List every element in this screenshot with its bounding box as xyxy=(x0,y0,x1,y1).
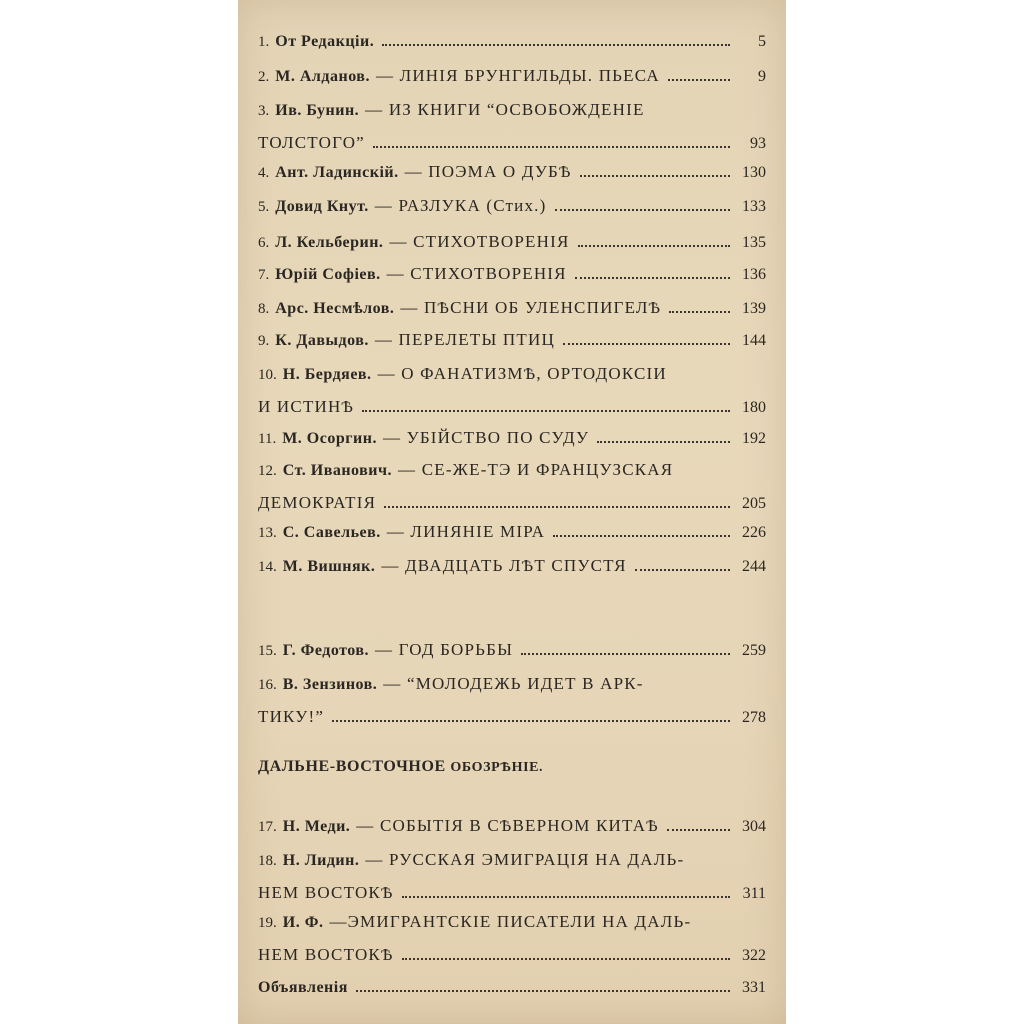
entry-number: 1. xyxy=(258,34,270,50)
toc-entry-line xyxy=(258,156,766,189)
leader-dots xyxy=(356,990,730,992)
toc-entry-line xyxy=(258,550,766,583)
entry-page-number: 130 xyxy=(742,164,766,181)
entry-number: 2. xyxy=(258,69,270,85)
toc-entry-line xyxy=(258,26,766,58)
section-heading-prefix: ДАЛЬНЕ-ВОСТОЧНОЕ xyxy=(258,758,446,775)
toc-entry xyxy=(258,668,766,734)
entry-author: Юрій Софіев. xyxy=(275,266,381,283)
leader-dots xyxy=(580,175,730,177)
toc-entry xyxy=(258,454,766,520)
toc-entry-line xyxy=(258,454,766,487)
entry-number: 17. xyxy=(258,819,277,835)
leader-dots xyxy=(382,44,730,46)
leader-dots xyxy=(373,146,730,148)
entry-title: — СЕ-ЖЕ-ТЭ И ФРАНЦУЗСКАЯ xyxy=(398,460,674,479)
entry-author: С. Савельев. xyxy=(282,524,381,541)
entry-title: — СТИХОТВОРЕНІЯ xyxy=(389,232,570,251)
entry-number: 3. xyxy=(258,103,270,119)
section-heading-rest: ОБОЗРѢНІЕ. xyxy=(450,760,544,775)
toc-entry-line xyxy=(258,972,766,1004)
entry-number: 16. xyxy=(258,677,277,693)
leader-dots xyxy=(384,506,730,508)
leader-dots xyxy=(597,441,730,443)
toc-entry xyxy=(258,810,766,843)
toc-entry xyxy=(258,292,766,325)
entry-author: Ант. Ладинскій. xyxy=(275,164,399,181)
leader-dots xyxy=(332,720,730,722)
toc-entry xyxy=(258,358,766,424)
entry-author: В. Зензинов. xyxy=(282,676,378,693)
toc-entry xyxy=(258,422,766,455)
toc-entry-line xyxy=(258,422,766,455)
entry-title-continuation: ТИКУ!” xyxy=(258,707,325,726)
entry-number: 13. xyxy=(258,525,277,541)
toc-entry xyxy=(258,156,766,189)
entry-page-number: 133 xyxy=(742,198,766,215)
toc-entry xyxy=(258,516,766,549)
toc-entry-line xyxy=(258,60,766,93)
entry-page-number: 331 xyxy=(742,979,766,996)
entry-page-number: 278 xyxy=(742,709,766,726)
leader-dots xyxy=(402,958,730,960)
entry-page-number: 139 xyxy=(742,300,766,317)
toc-entry-line xyxy=(258,810,766,843)
toc-entry xyxy=(258,94,766,160)
entry-page-number: 5 xyxy=(758,33,766,50)
leader-dots xyxy=(667,829,730,831)
entry-author: Л. Кельберин. xyxy=(275,234,384,251)
toc-entry xyxy=(258,906,766,972)
leader-dots xyxy=(521,653,730,655)
toc-entry-line xyxy=(258,324,766,357)
entry-title: — ЛИНЯНІЕ МІРА xyxy=(386,522,546,541)
toc-entry-line xyxy=(258,190,766,223)
toc-entry-line xyxy=(258,358,766,391)
toc-entry-continuation xyxy=(258,701,766,734)
entry-author: К. Давыдов. xyxy=(275,332,369,349)
entry-number: 4. xyxy=(258,165,270,181)
entry-title: —ЭМИГРАНТСКІЕ ПИСАТЕЛИ НА ДАЛЬ- xyxy=(329,912,692,931)
entry-title-continuation: ДЕМОКРАТІЯ xyxy=(258,493,377,512)
toc-entry-line xyxy=(258,292,766,325)
toc-entry xyxy=(258,972,766,1004)
leader-dots xyxy=(553,535,730,537)
toc-entry-line xyxy=(258,226,766,259)
entry-author: Н. Лидин. xyxy=(282,852,360,869)
entry-author: М. Алданов. xyxy=(275,68,370,85)
toc-entry xyxy=(258,844,766,910)
entry-title: — О ФАНАТИЗМѢ, ОРТОДОКСІИ xyxy=(377,364,667,383)
entry-page-number: 136 xyxy=(742,266,766,283)
entry-title: — ПЕРЕЛЕТЫ ПТИЦ xyxy=(374,330,555,349)
entry-page-number: 244 xyxy=(742,558,766,575)
entry-author: Ив. Бунин. xyxy=(275,102,360,119)
entry-page-number: 144 xyxy=(742,332,766,349)
toc-entry xyxy=(258,258,766,291)
leader-dots xyxy=(555,209,731,211)
entry-number: 12. xyxy=(258,463,277,479)
toc-entry xyxy=(258,550,766,583)
toc-entry-line xyxy=(258,516,766,549)
entry-title: — ЛИНІЯ БРУНГИЛЬДЫ. ПЬЕСА xyxy=(375,66,660,85)
entry-page-number: 226 xyxy=(742,524,766,541)
entry-page-number: 9 xyxy=(758,68,766,85)
entry-title: — ПОЭМА О ДУБѢ xyxy=(404,162,572,181)
entry-title-continuation: НЕМ ВОСТОКѢ xyxy=(258,945,394,964)
entry-number: 14. xyxy=(258,559,277,575)
entry-title: — ДВАДЦАТЬ ЛѢТ СПУСТЯ xyxy=(381,556,627,575)
toc-entry-line xyxy=(258,668,766,701)
toc-entry xyxy=(258,226,766,259)
leader-dots xyxy=(402,896,730,898)
entry-number: 6. xyxy=(258,235,270,251)
entry-page-number: 304 xyxy=(742,818,766,835)
toc-entry xyxy=(258,60,766,93)
entry-author: М. Вишняк. xyxy=(282,558,376,575)
entry-author: Ст. Иванович. xyxy=(282,462,393,479)
entry-number: 11. xyxy=(258,431,277,447)
toc-entry-line xyxy=(258,258,766,291)
leader-dots xyxy=(669,311,730,313)
leader-dots xyxy=(563,343,730,345)
entry-title: — ГОД БОРЬБЫ xyxy=(375,640,514,659)
entry-number: 10. xyxy=(258,367,277,383)
entry-title-continuation: И ИСТИНѢ xyxy=(258,397,355,416)
leader-dots xyxy=(635,569,730,571)
entry-title: — СОБЫТІЯ В СѢВЕРНОМ КИТАѢ xyxy=(356,816,659,835)
entry-author: Объявленія xyxy=(258,979,348,996)
toc-entry-continuation xyxy=(258,391,766,424)
entry-author: И. Ф. xyxy=(282,914,324,931)
leader-dots xyxy=(575,277,730,279)
entry-page-number: 135 xyxy=(742,234,766,251)
entry-number: 7. xyxy=(258,267,270,283)
entry-page-number: 180 xyxy=(742,399,766,416)
entry-number: 9. xyxy=(258,333,270,349)
entry-page-number: 205 xyxy=(742,495,766,512)
toc-entry xyxy=(258,190,766,223)
toc-entry-continuation xyxy=(258,939,766,972)
entry-number: 15. xyxy=(258,643,277,659)
leader-dots xyxy=(668,79,730,81)
entry-page-number: 259 xyxy=(742,642,766,659)
entry-title: — ИЗ КНИГИ “ОСВОБОЖДЕНІЕ xyxy=(365,100,645,119)
entry-number: 19. xyxy=(258,915,277,931)
entry-page-number: 93 xyxy=(750,135,766,152)
leader-dots xyxy=(362,410,730,412)
toc-entry xyxy=(258,324,766,357)
entry-title: — ПѢСНИ ОБ УЛЕНСПИГЕЛѢ xyxy=(400,298,662,317)
entry-title: — РУССКАЯ ЭМИГРАЦІЯ НА ДАЛЬ- xyxy=(365,850,685,869)
entry-number: 5. xyxy=(258,199,270,215)
entry-title-continuation: НЕМ ВОСТОКѢ xyxy=(258,883,394,902)
section-heading xyxy=(258,758,543,776)
entry-author: М. Осоргин. xyxy=(282,430,377,447)
entry-author: Н. Бердяев. xyxy=(282,366,372,383)
entry-number: 18. xyxy=(258,853,277,869)
toc-entry-line xyxy=(258,844,766,877)
entry-author: От Редакціи. xyxy=(275,33,375,50)
toc-entry xyxy=(258,26,766,58)
entry-title: — СТИХОТВОРЕНІЯ xyxy=(386,264,567,283)
entry-author: Довид Кнут. xyxy=(275,198,369,215)
entry-page-number: 192 xyxy=(742,430,766,447)
entry-page-number: 311 xyxy=(742,885,766,902)
entry-title-continuation: ТОЛСТОГО” xyxy=(258,133,365,152)
entry-title: — УБІЙСТВО ПО СУДУ xyxy=(382,428,590,447)
toc-entry xyxy=(258,634,766,667)
toc-entry-line xyxy=(258,634,766,667)
entry-author: Г. Федотов. xyxy=(282,642,370,659)
entry-page-number: 322 xyxy=(742,947,766,964)
entry-number: 8. xyxy=(258,301,270,317)
entry-title: — “МОЛОДЕЖЬ ИДЕТ В АРК- xyxy=(383,674,644,693)
toc-entry-line xyxy=(258,94,766,127)
toc-entry-line xyxy=(258,906,766,939)
entry-title: — РАЗЛУКА (Стих.) xyxy=(374,196,547,215)
leader-dots xyxy=(578,245,731,247)
entry-author: Н. Меди. xyxy=(282,818,351,835)
entry-author: Арс. Несмѣлов. xyxy=(275,300,395,317)
